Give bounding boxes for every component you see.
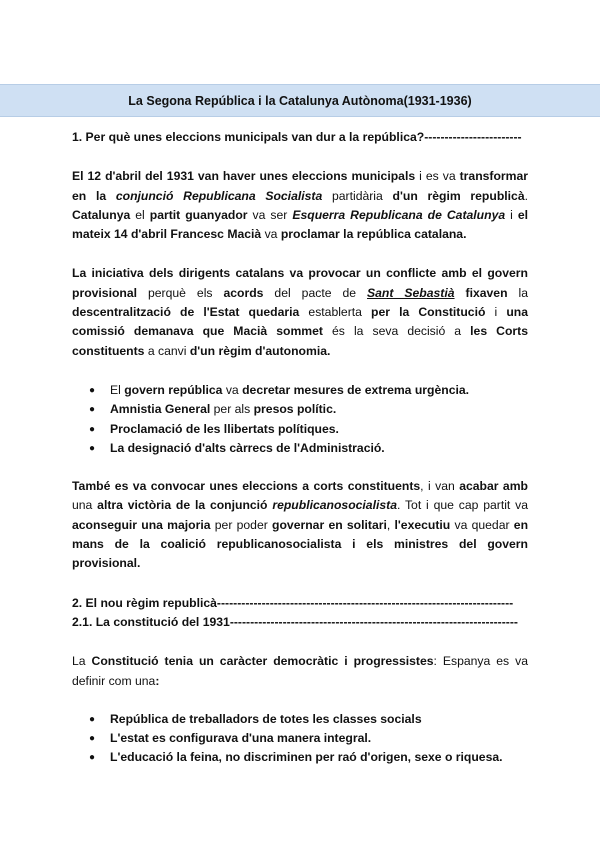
document-body [72, 128, 528, 768]
bullet-icon: ● [89, 752, 96, 764]
bullet-icon: ● [89, 404, 96, 416]
question-1: 1. Per què unes eleccions municipals van dur a la república?------------------------ [72, 130, 522, 144]
section-2-heading: 2. El nou règim republicà------------------------------------------------------------------------- [72, 595, 514, 610]
document-title-banner [0, 84, 600, 117]
list-item: ● L'estat es configurava d'una manera integral. [72, 729, 528, 748]
bullet-icon: ● [89, 733, 96, 745]
list-item: ● República de treballadors de totes les classes socials [72, 710, 528, 729]
document-title: La Segona República i la Catalunya Autònoma(1931-1936) [128, 93, 472, 108]
list-item: ● Proclamació de les llibertats polítiques. [72, 420, 528, 439]
constitution-list [72, 710, 528, 768]
paragraph-1: El 12 d'abril del 1931 van haver unes eleccions municipals i es va transformar en la conjunció Republicana Socialista partidària d'un règim republicà. Catalunya el partit guanyador va ser Esquerra Republicana de Catalunya i el mateix 14 d'abril Francesc Macià va proclamar la república catalana. [72, 169, 529, 242]
measures-list [72, 381, 528, 458]
bullet-icon: ● [89, 442, 96, 454]
bullet-icon: ● [89, 713, 96, 725]
paragraph-2: La iniciativa dels dirigents catalans va provocar un conflicte amb el govern provisional perquè els acords del pacte de Sant Sebastià fixaven la descentralització de l'Estat quedaria establerta per la Constitució i una comissió demanava que Macià sommet és la seva decisió a les Corts constituents a canvi d'un règim d'autonomia. [72, 266, 529, 358]
bullet-icon: ● [89, 384, 96, 396]
list-item: ● El govern república va decretar mesures de extrema urgència. [72, 381, 528, 400]
list-item: ● Amnistia General per als presos polític. [72, 400, 528, 419]
bullet-icon: ● [89, 423, 96, 435]
section-2-1-heading: 2.1. La constitució del 1931----------------------------------------------------------------------- [72, 614, 518, 629]
list-item: ● La designació d'alts càrrecs de l'Administració. [72, 439, 528, 458]
paragraph-3: També es va convocar unes eleccions a corts constituents, i van acabar amb una altra victòria de la conjunció republicanosocialista. Tot i que cap partit va aconseguir una majoria per poder governar en solitari, l'executiu va quedar en mans de la coalició republicanosocialista i els ministres del govern provisional. [72, 479, 529, 571]
list-item: ● L'educació la feina, no discriminen per raó d'origen, sexe o riquesa. [72, 748, 528, 767]
paragraph-4: La Constitució tenia un caràcter democràtic i progressistes: Espanya es va definir com una: [72, 654, 528, 688]
